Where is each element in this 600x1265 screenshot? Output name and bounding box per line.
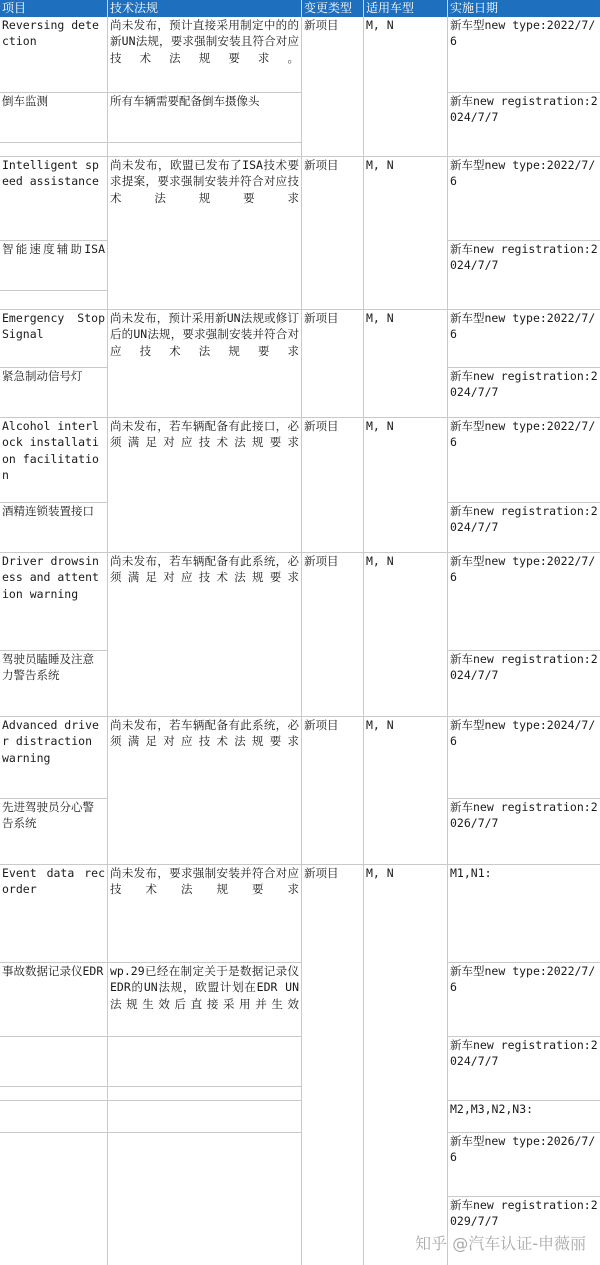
regulation-text: 尚未发布，若车辆配备有此系统，必须满足对应技术法规要求 [108,553,302,717]
item-name-en: Advanced driver distraction warning [0,717,108,799]
regulation-text: 尚未发布，若车辆配备有此系统，必须满足对应技术法规要求 [108,717,302,865]
blank-cell [108,1133,302,1265]
regulation-text-secondary: wp.29已经在制定关于是数据记录仪EDR的UN法规，欧盟计划在EDR UN法规生效后直接采用并生效 [108,963,302,1037]
header-regulation: 技术法规 [108,0,302,17]
date-new-registration: 新车new registration:2024/7/7 [448,368,600,418]
item-name-en: Emergency Stop Signal [0,310,108,368]
date-new-type: 新车型new type:2022/7/6 [448,963,600,1037]
vehicle-category: M, N [364,17,448,157]
date-new-type: 新车型new type:2024/7/6 [448,717,600,799]
item-name-cn: 倒车监测 [0,93,108,143]
blank-cell [108,1087,302,1101]
header-item: 项目 [0,0,108,17]
date-group-label: M2,M3,N2,N3: [448,1101,600,1133]
date-new-registration: 新车new registration:2024/7/7 [448,93,600,157]
regulation-text: 尚未发布，预计采用新UN法规或修订后的UN法规，要求强制安装并符合对应技术法规要求 [108,310,302,418]
change-type: 新项目 [302,310,364,418]
change-type: 新项目 [302,17,364,157]
item-name-cn: 先进驾驶员分心警告系统 [0,799,108,865]
blank-cell [108,143,302,157]
date-new-registration: 新车new registration:2024/7/7 [448,1037,600,1101]
change-type: 新项目 [302,157,364,310]
blank-cell [108,1101,302,1133]
vehicle-category: M, N [364,717,448,865]
change-type: 新项目 [302,865,364,1265]
item-name-cn: 事故数据记录仪EDR [0,963,108,1037]
date-new-registration: 新车new registration:2024/7/7 [448,241,600,310]
date-new-type: 新车型new type:2022/7/6 [448,418,600,503]
vehicle-category: M, N [364,418,448,553]
date-new-type: 新车型new type:2022/7/6 [448,553,600,651]
item-name-cn: 驾驶员瞌睡及注意力警告系统 [0,651,108,717]
date-new-type: 新车型new type:2022/7/6 [448,157,600,241]
header-vehicle-category: 适用车型 [364,0,448,17]
blank-cell [0,1037,108,1087]
item-name-en: Reversing detection [0,17,108,93]
date-new-registration: 新车new registration:2026/7/7 [448,799,600,865]
date-new-registration: 新车new registration:2029/7/7 [450,1198,598,1229]
blank-cell [0,1133,108,1265]
date-new-registration: 新车new registration:2024/7/7 [448,651,600,717]
change-type: 新项目 [302,553,364,717]
regulation-text: 尚未发布，欧盟已发布了ISA技术要求提案，要求强制安装并符合对应技术法规要求 [108,157,302,310]
item-name-en: Alcohol interlock installation facilitation [0,418,108,503]
regulation-text: 尚未发布，要求强制安装并符合对应技术法规要求 [108,865,302,963]
watermark: 知乎 @汽车认证-申薇丽 [415,1234,586,1253]
item-name-en: Driver drowsiness and attention warning [0,553,108,651]
regulation-text: 尚未发布，若车辆配备有此接口，必须满足对应技术法规要求 [108,418,302,553]
item-name-en: Intelligent speed assistance [0,157,108,241]
date-new-type: 新车型new type:2022/7/6 [448,17,600,93]
date-group-label: M1,N1: [448,865,600,963]
date-new-type: 新车型new type:2022/7/6 [448,310,600,368]
vehicle-category: M, N [364,310,448,418]
item-name-cn: 智能速度辅助ISA [0,241,108,291]
item-name-cn: 紧急制动信号灯 [0,368,108,418]
header-implementation-date: 实施日期 [448,0,600,17]
blank-cell [108,1037,302,1087]
item-name-en: Event data recorder [0,865,108,963]
blank-cell [0,291,108,310]
blank-cell [0,143,108,157]
vehicle-category: M, N [364,157,448,310]
change-type: 新项目 [302,717,364,865]
header-change-type: 变更类型 [302,0,364,17]
regulation-text-secondary: 所有车辆需要配备倒车摄像头 [108,93,302,143]
date-new-registration: 新车new registration:2024/7/7 [448,503,600,553]
date-new-type: 新车型new type:2026/7/6 [448,1133,600,1197]
change-type: 新项目 [302,418,364,553]
blank-cell [0,1087,108,1101]
vehicle-category: M, N [364,865,448,1265]
blank-cell [0,1101,108,1133]
item-name-cn: 酒精连锁装置接口 [0,503,108,553]
regulation-text: 尚未发布，预计直接采用制定中的的新UN法规，要求强制安装且符合对应技术法规要求。 [108,17,302,93]
vehicle-category: M, N [364,553,448,717]
